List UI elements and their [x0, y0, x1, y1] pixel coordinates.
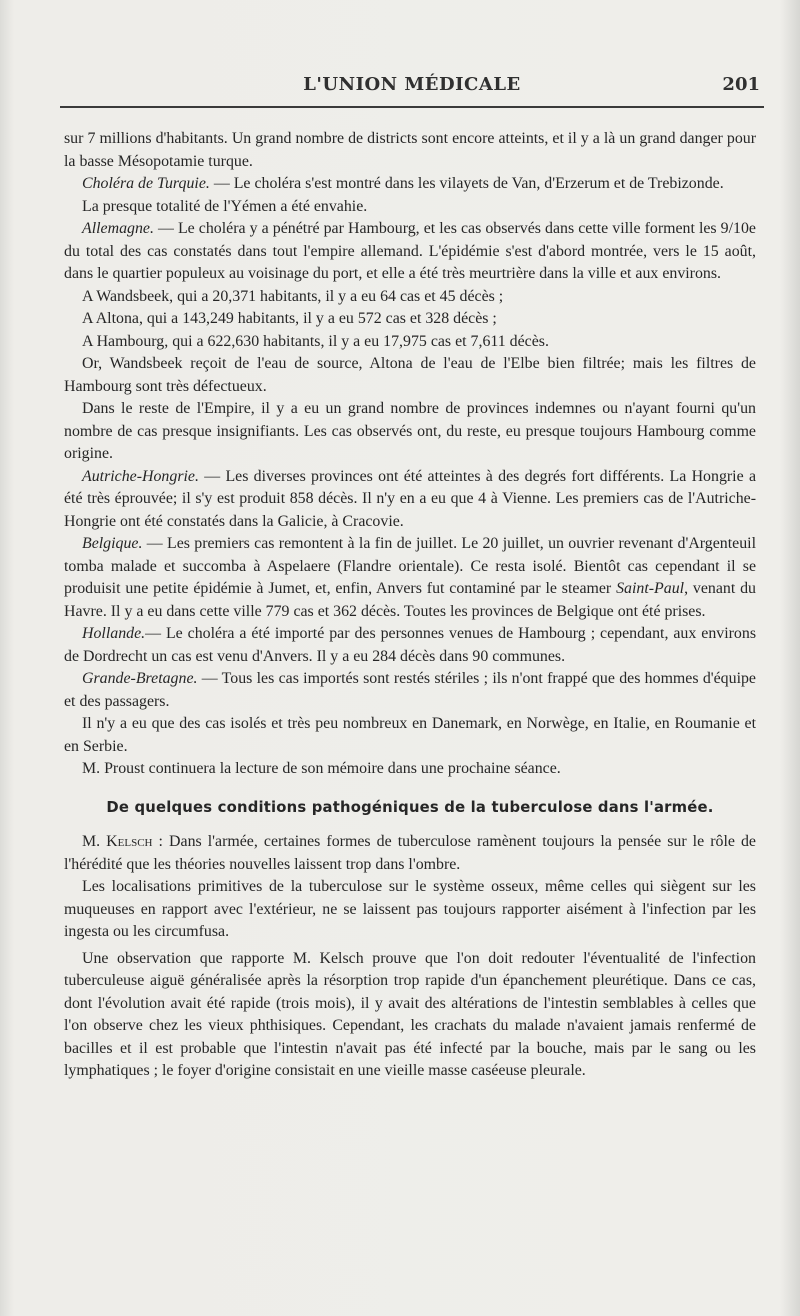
paragraph-autriche-hongrie: Autriche-Hongrie. — Les diverses provinces ont été atteintes à des degrés fort différents. La Hongrie a été très éprouvée; il s'y est produit 858 décès. Il n'y en a eu que 4 à Vienne. Les premiers cas de l'Autriche-Hongrie ont été constatés dans la Galicie, à Cracovie.: [64, 467, 756, 530]
article-body: [64, 128, 756, 1083]
speaker-name: M. Kelsch: [82, 833, 153, 850]
country-heading: Hollande.: [82, 625, 146, 642]
paragraph-kelsch: M. Kelsch : Dans l'armée, certaines formes de tuberculose ramènent toujours la pensée sur le rôle de l'hérédité que les théories nouvelles laissent trop dans l'ombre.: [64, 833, 756, 873]
section-heading: De quelques conditions pathogéniques de la tuberculose dans l'armée.: [106, 798, 714, 816]
country-heading: Allemagne.: [82, 220, 154, 237]
paragraph-grande-bretagne: Grande-Bretagne. — Tous les cas importés sont restés stériles ; ils n'ont frappé que des hommes d'équipe et des passagers.: [64, 670, 756, 710]
paragraph-belgique: Belgique. — Les premiers cas remontent à la fin de juillet. Le 20 juillet, un ouvrier revenant d'Argenteuil tomba malade et succomba à Aspelaere (Flandre orientale). Ce resta isolé. Bientôt cas cependant il se produisit une petite épidémie à Jumet, et, enfin, Anvers fut contaminé par le steamer Saint-Paul, venant du Havre. Il y a eu dans cette ville 779 cas et 362 décès. Toutes les provinces de Belgique ont été prises.: [64, 535, 756, 620]
paragraph-turquie: Choléra de Turquie. — Le choléra s'est montré dans les vilayets de Van, d'Erzerum et de Trebizonde.: [82, 175, 724, 192]
paragraph: Une observation que rapporte M. Kelsch prouve que l'on doit redouter l'éventualité de l'infection tuberculeuse aiguë généralisée après la résorption trop rapide d'un épanchement pleurétique. Dans ce cas, dont l'évolution avait été rapide (trois mois), il y avait des altérations de l'intestin semblables à celles que l'on observe chez les vieux phthisiques. Cependant, les crachats du malade n'avaient jamais renfermé de bacilles et il est probable que l'intestin n'avait pas été infecté par la bouche, mais par le sang ou les lymphatiques ; le foyer d'origine consistait en une vieille masse caséeuse pleurale.: [64, 949, 756, 1079]
header-rule: [60, 106, 764, 108]
ship-name: Saint-Paul: [616, 580, 685, 597]
paragraph: sur 7 millions d'habitants. Un grand nombre de districts sont encore atteints, et il y a là un grand danger pour la basse Mésopotamie turque.: [64, 130, 756, 170]
paragraph: Il n'y a eu que des cas isolés et très peu nombreux en Danemark, en Norwège, en Italie, en Roumanie et en Serbie.: [64, 715, 756, 755]
running-title: L'UNION MÉDICALE: [303, 74, 521, 95]
paragraph: A Hambourg, qui a 622,630 habitants, il y a eu 17,975 cas et 7,611 décès.: [82, 332, 549, 350]
paragraph: Dans le reste de l'Empire, il y a eu un grand nombre de provinces indemnes ou n'ayant fourni qu'un nombre de cas presque insignifiants. Les cas observés ont, du reste, eu presque toujours Hambourg comme origine.: [64, 400, 756, 462]
country-heading: Choléra de Turquie.: [82, 175, 210, 192]
country-heading: Belgique.: [82, 535, 143, 552]
paragraph: M. Proust continuera la lecture de son mémoire dans une prochaine séance.: [82, 760, 561, 777]
paragraph: La presque totalité de l'Yémen a été envahie.: [82, 197, 368, 215]
paragraph-allemagne: Allemagne. — Le choléra y a pénétré par Hambourg, et les cas observés dans cette ville forment les 9/10e du total des cas constatés dans tout l'empire allemand. L'épidémie s'est d'abord montrée, vers le 15 août, dans le quartier populeux au voisinage du port, et elle a été très meurtrière dans la ville et aux environs.: [64, 220, 756, 282]
paragraph: A Altona, qui a 143,249 habitants, il y a eu 572 cas et 328 décès ;: [82, 310, 497, 327]
paragraph: Or, Wandsbeek reçoit de l'eau de source, Altona de l'eau de l'Elbe bien filtrée; mais les filtres de Hambourg sont très défectueux.: [64, 355, 756, 395]
page-header: [60, 66, 764, 106]
paragraph-hollande: Hollande.— Le choléra a été importé par des personnes venues de Hambourg ; cependant, aux environs de Dordrecht un cas est venu d'Anvers. Il y a eu 284 décès dans 90 communes.: [64, 625, 756, 665]
page-number: 201: [722, 74, 760, 95]
country-heading: Grande-Bretagne.: [82, 670, 198, 687]
paragraph: A Wandsbeek, qui a 20,371 habitants, il y a eu 64 cas et 45 décès ;: [82, 287, 504, 305]
country-heading: Autriche-Hongrie.: [82, 467, 199, 485]
paragraph: Les localisations primitives de la tuberculose sur le système osseux, même celles qui siègent sur les muqueuses en rapport avec l'extérieur, ne se laissent pas toujours rapporter aisément à l'infection par les ingesta ou les circumfusa.: [64, 878, 756, 940]
